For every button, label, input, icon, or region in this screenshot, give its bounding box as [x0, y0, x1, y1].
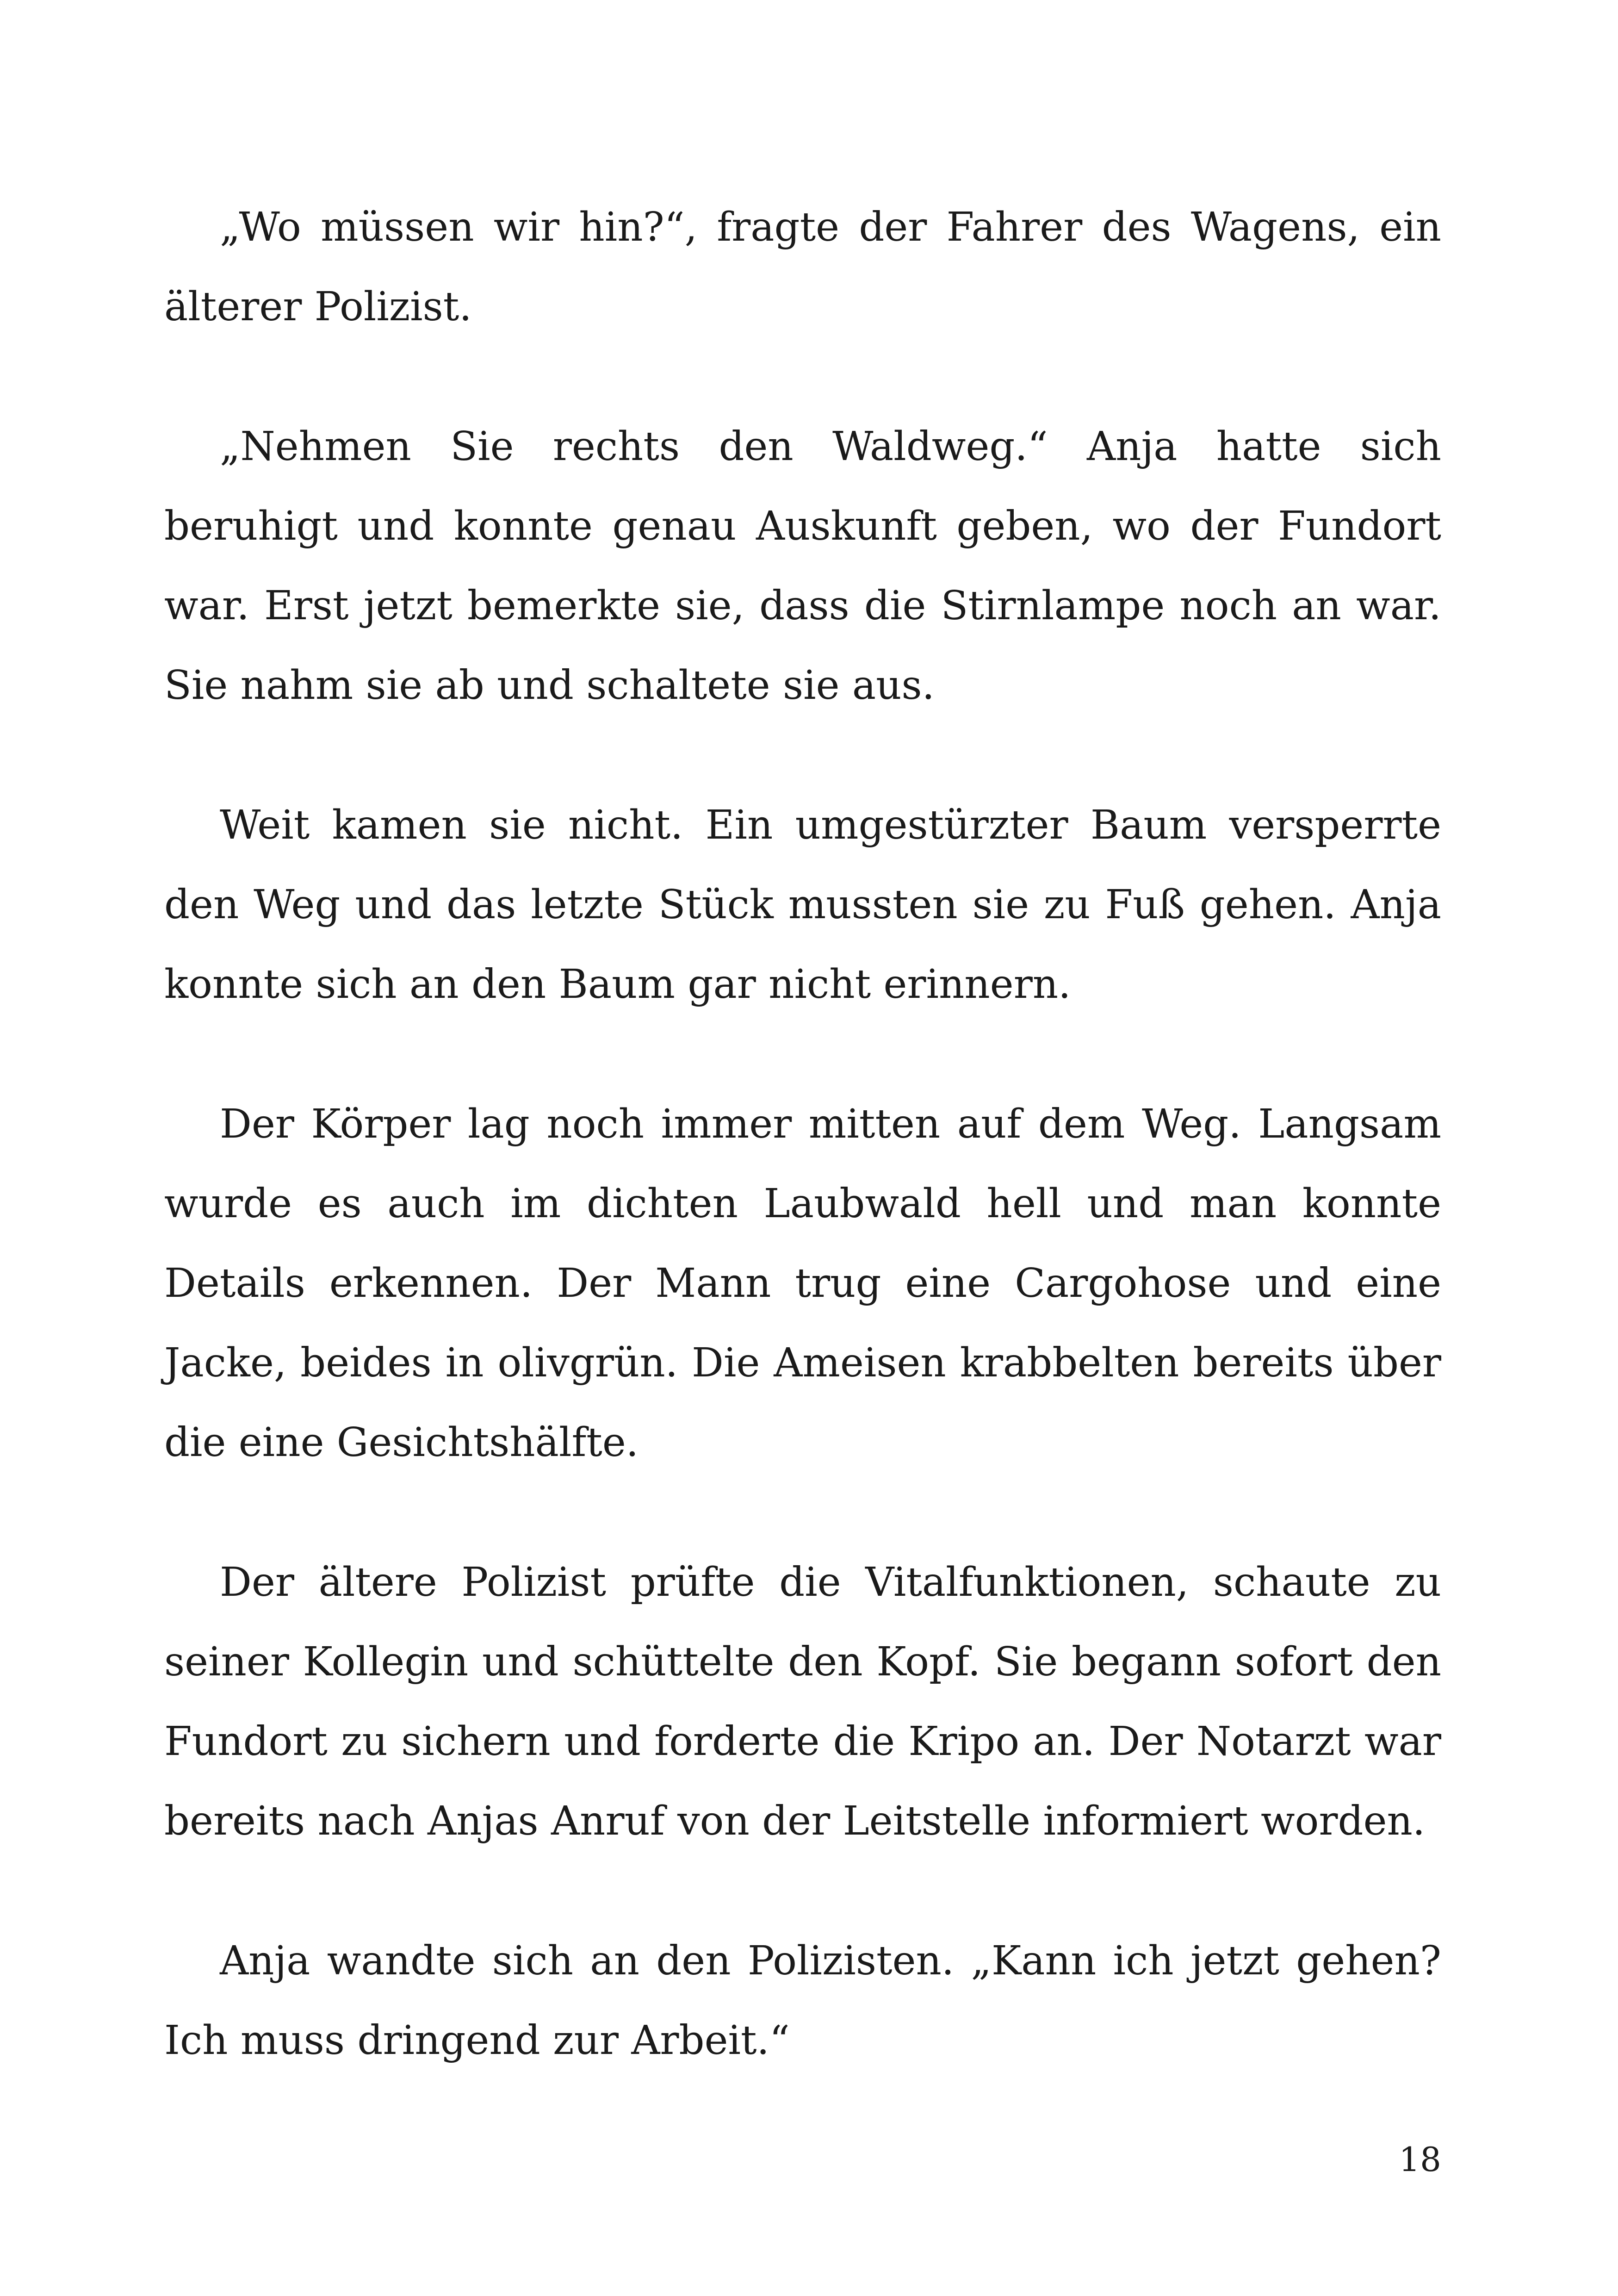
paragraph: Anja wandte sich an den Polizisten. „Kann ich jetzt gehen? Ich muss dringend zur Arbeit.“: [164, 1938, 1441, 2064]
paragraph: „Wo müssen wir hin?“, fragte der Fahrer des Wagens, ein älterer Polizist.: [164, 204, 1441, 330]
body-text: [164, 187, 1441, 2080]
paragraph: „Nehmen Sie rechts den Waldweg.“ Anja hatte sich beruhigt und konnte genau Auskunft geben, wo der Fundort war. Erst jetzt bemerkte sie, dass die Stirnlampe noch an war. Sie nahm sie ab und schaltete sie aus.: [164, 423, 1441, 709]
paragraph: Der Körper lag noch immer mitten auf dem Weg. Langsam wurde es auch im dichten Laubwald hell und man konnte Details erkennen. Der Mann trug eine Cargohose und eine Jacke, beides in olivgrün. Die Ameisen krabbelten bereits über die eine Gesichtshälfte.: [164, 1101, 1441, 1466]
paragraph: Weit kamen sie nicht. Ein umgestürzter Baum versperrte den Weg und das letzte Stück mussten sie zu Fuß gehen. Anja konnte sich an den Baum gar nicht erinnern.: [164, 802, 1441, 1008]
paragraph: Der ältere Polizist prüfte die Vitalfunktionen, schaute zu seiner Kollegin und schüttelte den Kopf. Sie begann sofort den Fundort zu sichern und forderte die Kripo an. Der Notarzt war bereits nach Anjas Anruf von der Leitstelle informiert worden.: [164, 1559, 1441, 1844]
page-number: 18: [1399, 2140, 1441, 2179]
